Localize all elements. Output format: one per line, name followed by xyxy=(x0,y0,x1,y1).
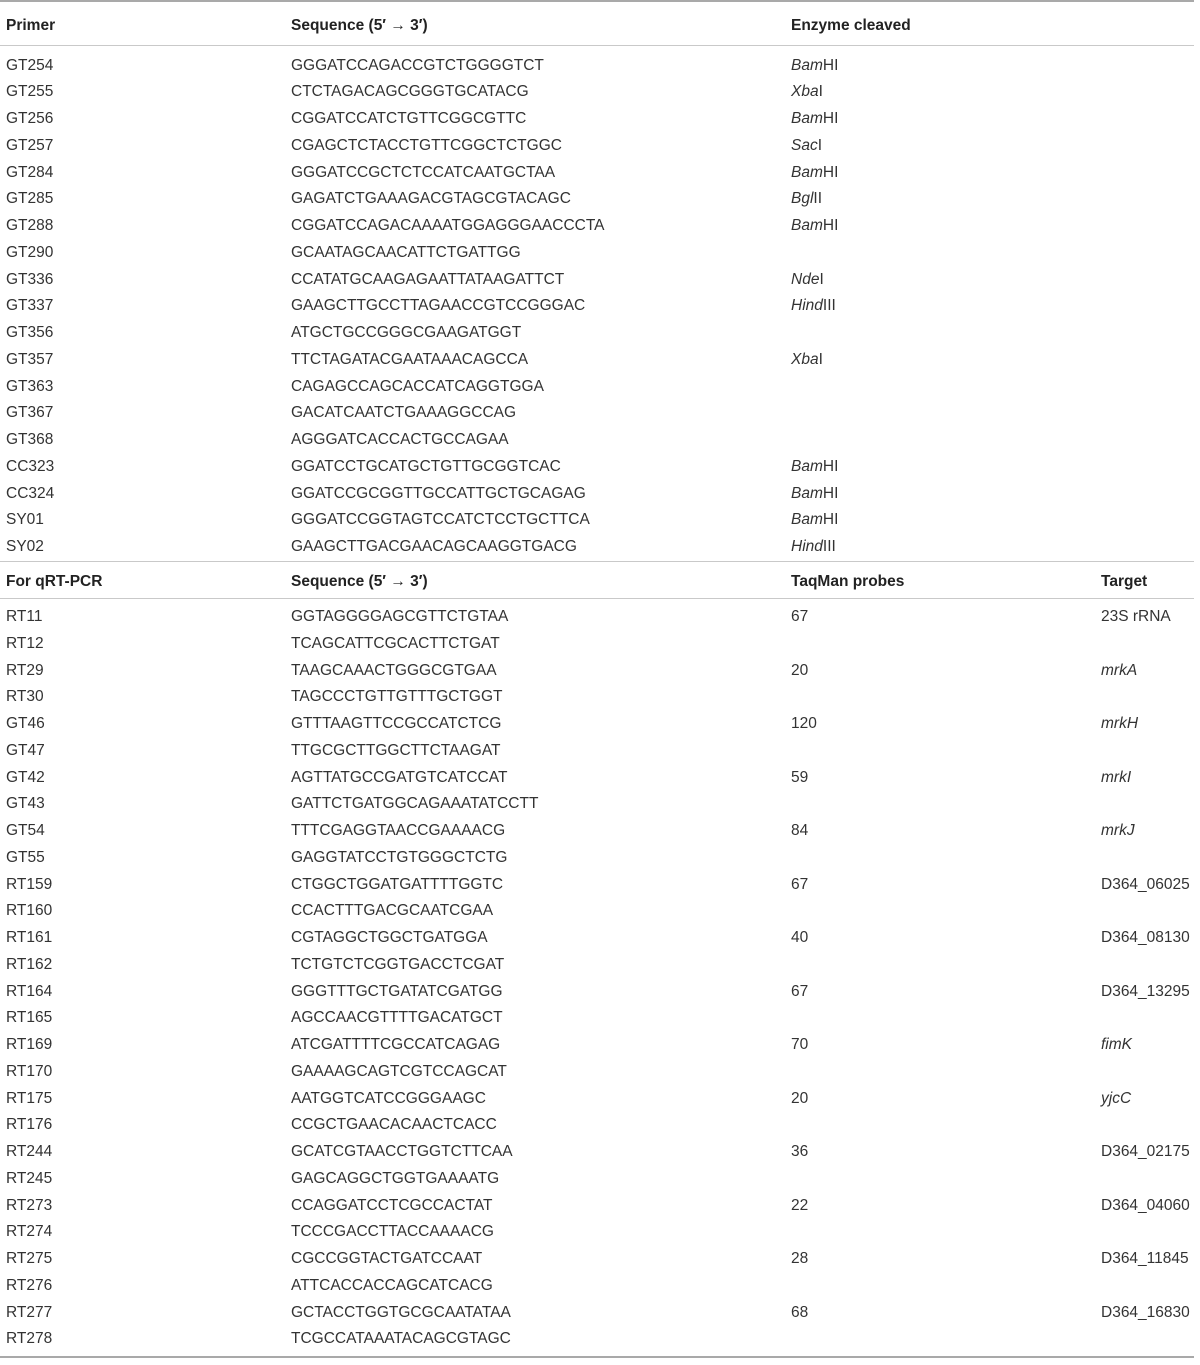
enzyme-cell xyxy=(791,347,823,374)
target-cell: D364_13295 xyxy=(1101,982,1190,1000)
header-sequence: Sequence (5′ → 3′) xyxy=(291,17,428,34)
table-row xyxy=(0,427,1200,454)
table1-header xyxy=(0,0,1200,36)
enzyme-cell xyxy=(791,106,838,133)
enzyme-cell xyxy=(791,213,838,240)
primer-cell: RT175 xyxy=(6,1089,53,1107)
table-row xyxy=(0,898,1200,925)
enzyme-suffix: I xyxy=(817,136,823,154)
primer-cell: GT337 xyxy=(6,297,54,315)
enzyme-suffix: HI xyxy=(822,110,839,127)
primer-cell: GT42 xyxy=(6,768,45,786)
primer-cell: GT367 xyxy=(6,404,54,422)
sequence-cell: CTCTAGACAGCGGGTGCATACG xyxy=(291,83,529,101)
enzyme-suffix: HI xyxy=(822,511,839,529)
table-row xyxy=(0,845,1200,872)
table-row xyxy=(0,53,1200,80)
probe-cell: 22 xyxy=(791,1196,809,1214)
table-row xyxy=(0,186,1200,213)
header-primer: Primer xyxy=(6,17,56,34)
table-row xyxy=(0,765,1200,792)
table-row xyxy=(0,481,1200,508)
table-row xyxy=(0,106,1200,133)
target-cell: D364_16830 xyxy=(1101,1303,1190,1321)
target-cell: D364_08130 xyxy=(1101,929,1190,946)
enzyme-suffix: I xyxy=(818,83,823,101)
target-cell: 23S rRNA xyxy=(1101,608,1171,625)
sequence-cell: GGGATCCGCTCTCCATCAATGCTAA xyxy=(291,163,556,181)
enzyme-suffix: I xyxy=(818,350,823,368)
sequence-cell: GTTTAAGTTCCGCCATCTCG xyxy=(291,715,502,732)
enzyme-italic: Bgl xyxy=(791,190,814,208)
primer-cell: GT43 xyxy=(6,795,45,813)
sequence-cell: TCCCGACCTTACCAAAACG xyxy=(291,1223,494,1241)
sequence-cell: AGCCAACGTTTTGACATGCT xyxy=(291,1009,503,1027)
sequence-cell: TAGCCCTGTTGTTTGCTGGT xyxy=(291,688,503,706)
primer-cell: RT277 xyxy=(6,1303,53,1321)
probe-cell: 68 xyxy=(791,1303,809,1321)
target-cell: mrkH xyxy=(1101,715,1139,732)
table-row xyxy=(0,952,1200,979)
primer-cell: SY01 xyxy=(6,511,44,529)
target-cell: mrkJ xyxy=(1101,822,1135,839)
enzyme-cell xyxy=(791,79,823,106)
sequence-cell: GCTACCTGGTGCGCAATATAA xyxy=(291,1303,511,1321)
primer-cell: GT336 xyxy=(6,270,54,288)
enzyme-suffix: II xyxy=(813,190,823,208)
target-cell: mrkA xyxy=(1101,661,1138,679)
table-row xyxy=(0,1139,1200,1166)
table-row xyxy=(0,454,1200,481)
table-row xyxy=(0,1246,1200,1273)
enzyme-suffix: HI xyxy=(822,217,839,234)
enzyme-italic: Hind xyxy=(791,297,823,315)
enzyme-cell xyxy=(791,293,836,320)
enzyme-italic: Bam xyxy=(791,110,823,127)
sequence-cell: GGATCCGCGGTTGCCATTGCTGCAGAG xyxy=(291,484,586,502)
primer-cell: GT363 xyxy=(6,377,54,395)
probe-cell: 59 xyxy=(791,768,809,786)
table-row xyxy=(0,507,1200,534)
primer-cell: SY02 xyxy=(6,538,44,555)
sequence-cell: CCAGGATCCTCGCCACTAT xyxy=(291,1196,493,1214)
target-cell: mrkI xyxy=(1101,768,1132,786)
enzyme-italic: Bam xyxy=(791,56,823,74)
table-row xyxy=(0,1166,1200,1193)
header-sequence-2: Sequence (5′ → 3′) xyxy=(291,573,428,590)
enzyme-suffix: III xyxy=(822,538,836,555)
sequence-cell: CGGATCCATCTGTTCGGCGTTC xyxy=(291,110,527,127)
table-row xyxy=(0,925,1200,952)
sequence-cell: GACATCAATCTGAAAGGCCAG xyxy=(291,404,517,422)
probe-cell: 20 xyxy=(791,1089,809,1107)
probe-cell: 70 xyxy=(791,1036,809,1053)
probe-cell: 36 xyxy=(791,1143,809,1160)
enzyme-italic: Xba xyxy=(791,83,819,101)
sequence-cell: CAGAGCCAGCACCATCAGGTGGA xyxy=(291,377,544,395)
primer-cell: GT256 xyxy=(6,110,54,127)
enzyme-italic: Bam xyxy=(791,484,823,502)
probe-cell: 67 xyxy=(791,875,809,893)
primer-cell: RT29 xyxy=(6,661,44,679)
enzyme-italic: Bam xyxy=(791,457,823,475)
enzyme-suffix: HI xyxy=(822,484,839,502)
sequence-cell: AATGGTCATCCGGGAAGC xyxy=(291,1089,486,1107)
sequence-cell: GGGTTTGCTGATATCGATGG xyxy=(291,982,503,1000)
sequence-cell: ATGCTGCCGGGCGAAGATGGT xyxy=(291,324,522,341)
primer-cell: RT278 xyxy=(6,1330,53,1348)
table1-header-rule xyxy=(0,45,1194,46)
primer-cell: RT165 xyxy=(6,1009,53,1027)
sequence-cell: GAAAAGCAGTCGTCCAGCAT xyxy=(291,1062,507,1080)
table-row xyxy=(0,658,1200,685)
primer-cell: RT162 xyxy=(6,955,53,973)
primer-cell: RT160 xyxy=(6,902,53,920)
table2-header xyxy=(0,556,1200,592)
sequence-cell: CCATATGCAAGAGAATTATAAGATTCT xyxy=(291,270,565,288)
sequence-cell: CGGATCCAGACAAAATGGAGGGAACCCTA xyxy=(291,217,605,234)
primer-cell: GT257 xyxy=(6,136,54,154)
sequence-cell: GGGATCCGGTAGTCCATCTCCTGCTTCA xyxy=(291,511,590,529)
primer-cell: RT11 xyxy=(6,608,43,625)
table-row xyxy=(0,1193,1200,1220)
primer-cell: RT169 xyxy=(6,1036,53,1053)
table-row xyxy=(0,400,1200,427)
enzyme-cell xyxy=(791,454,838,481)
primer-cell: GT254 xyxy=(6,56,54,74)
table-row xyxy=(0,374,1200,401)
sequence-cell: TCAGCATTCGCACTTCTGAT xyxy=(291,634,500,652)
table-row xyxy=(0,79,1200,106)
table-row xyxy=(0,347,1200,374)
primer-cell: CC324 xyxy=(6,484,55,502)
probe-cell: 20 xyxy=(791,661,809,679)
header-taqman: TaqMan probes xyxy=(791,573,905,590)
enzyme-suffix: HI xyxy=(822,56,839,74)
sequence-cell: TCGCCATAAATACAGCGTAGC xyxy=(291,1330,511,1348)
probe-cell: 40 xyxy=(791,929,809,946)
primer-cell: GT368 xyxy=(6,431,54,448)
primer-cell: GT46 xyxy=(6,715,45,732)
table-row xyxy=(0,1326,1200,1353)
enzyme-italic: Sac xyxy=(791,136,818,154)
enzyme-italic: Nde xyxy=(791,270,820,288)
sequence-cell: TCTGTCTCGGTGACCTCGAT xyxy=(291,955,505,973)
enzyme-italic: Bam xyxy=(791,163,823,181)
sequence-cell: GGGATCCAGACCGTCTGGGGTCT xyxy=(291,56,544,74)
sequence-cell: GAGCAGGCTGGTGAAAATG xyxy=(291,1169,500,1187)
bottom-rule xyxy=(0,1356,1194,1358)
sequence-cell: CGAGCTCTACCTGTTCGGCTCTGGC xyxy=(291,136,562,154)
table-row xyxy=(0,1059,1200,1086)
enzyme-cell xyxy=(791,186,822,213)
sequence-cell: GGTAGGGGAGCGTTCTGTAA xyxy=(291,608,509,625)
table-row xyxy=(0,684,1200,711)
enzyme-italic: Bam xyxy=(791,511,823,529)
table-row xyxy=(0,1219,1200,1246)
sequence-cell: TTTCGAGGTAACCGAAAACG xyxy=(291,822,506,839)
primer-cell: RT176 xyxy=(6,1116,53,1134)
enzyme-cell xyxy=(791,133,822,160)
enzyme-italic: Bam xyxy=(791,217,823,234)
target-cell: D364_02175 xyxy=(1101,1143,1190,1160)
primer-cell: RT164 xyxy=(6,982,53,1000)
table-row xyxy=(0,293,1200,320)
target-cell: fimK xyxy=(1101,1036,1132,1053)
primer-cell: RT245 xyxy=(6,1169,53,1187)
probe-cell: 120 xyxy=(791,715,817,732)
enzyme-suffix: III xyxy=(822,297,836,315)
table-row xyxy=(0,1300,1200,1327)
table-row xyxy=(0,872,1200,899)
sequence-cell: GAGATCTGAAAGACGTAGCGTACAGC xyxy=(291,190,571,208)
probe-cell: 67 xyxy=(791,608,809,625)
primer-cell: GT285 xyxy=(6,190,54,208)
primer-cell: GT290 xyxy=(6,243,54,261)
primer-cell: RT276 xyxy=(6,1276,53,1294)
header-qrtpcr: For qRT-PCR xyxy=(6,573,103,590)
primer-cell: RT273 xyxy=(6,1196,53,1214)
sequence-cell: CTGGCTGGATGATTTTGGTC xyxy=(291,875,504,893)
target-cell: yjcC xyxy=(1101,1089,1132,1107)
table-row xyxy=(0,160,1200,187)
table-row xyxy=(0,711,1200,738)
sequence-cell: GAAGCTTGACGAACAGCAAGGTGACG xyxy=(291,538,577,555)
header-enzyme: Enzyme cleaved xyxy=(791,17,911,34)
primer-cell: RT274 xyxy=(6,1223,53,1241)
primer-cell: GT55 xyxy=(6,848,45,866)
target-cell: D364_06025 xyxy=(1101,875,1190,893)
table-row xyxy=(0,320,1200,347)
enzyme-italic: Xba xyxy=(791,350,819,368)
enzyme-italic: Hind xyxy=(791,538,823,555)
sequence-cell: GATTCTGATGGCAGAAATATCCTT xyxy=(291,795,539,813)
enzyme-cell xyxy=(791,53,838,80)
table-row xyxy=(0,1112,1200,1139)
probe-cell: 84 xyxy=(791,822,809,839)
primer-cell: GT255 xyxy=(6,83,54,101)
sequence-cell: GAAGCTTGCCTTAGAACCGTCCGGGAC xyxy=(291,297,586,315)
enzyme-suffix: HI xyxy=(822,457,839,475)
primer-cell: GT357 xyxy=(6,350,54,368)
primer-cell: RT159 xyxy=(6,875,53,893)
enzyme-cell xyxy=(791,507,838,534)
sequence-cell: ATCGATTTTCGCCATCAGAG xyxy=(291,1036,501,1053)
table-row xyxy=(0,240,1200,267)
table-row xyxy=(0,213,1200,240)
probe-cell: 67 xyxy=(791,982,809,1000)
table-row xyxy=(0,267,1200,294)
table-row xyxy=(0,133,1200,160)
target-cell: D364_04060 xyxy=(1101,1196,1190,1214)
table-row xyxy=(0,631,1200,658)
table-row xyxy=(0,1032,1200,1059)
primer-cell: GT356 xyxy=(6,324,54,341)
target-cell: D364_11845 xyxy=(1101,1250,1189,1267)
enzyme-cell xyxy=(791,267,824,294)
sequence-cell: TAAGCAAACTGGGCGTGAA xyxy=(291,661,497,679)
primer-cell: GT288 xyxy=(6,217,54,234)
sequence-cell: CCACTTTGACGCAATCGAA xyxy=(291,902,494,920)
sequence-cell: CGCCGGTACTGATCCAAT xyxy=(291,1250,483,1267)
enzyme-cell xyxy=(791,481,838,508)
table-row xyxy=(0,738,1200,765)
table2-header-rule xyxy=(0,598,1194,599)
sequence-cell: GAGGTATCCTGTGGGCTCTG xyxy=(291,848,508,866)
table-row xyxy=(0,1273,1200,1300)
enzyme-suffix: I xyxy=(819,270,824,288)
enzyme-cell xyxy=(791,160,838,187)
primer-cell: GT54 xyxy=(6,822,45,839)
header-target: Target xyxy=(1101,573,1148,590)
primer-cell: RT161 xyxy=(6,929,53,946)
primer-cell: RT244 xyxy=(6,1143,53,1160)
primer-cell: RT12 xyxy=(6,634,44,652)
sequence-cell: CCGCTGAACACAACTCACC xyxy=(291,1116,497,1134)
sequence-cell: TTGCGCTTGGCTTCTAAGAT xyxy=(291,741,501,759)
primer-cell: GT47 xyxy=(6,741,45,759)
sequence-cell: GGATCCTGCATGCTGTTGCGGTCAC xyxy=(291,457,561,475)
sequence-cell: GCATCGTAACCTGGTCTTCAA xyxy=(291,1143,513,1160)
primer-cell: RT170 xyxy=(6,1062,53,1080)
sequence-cell: ATTCACCACCAGCATCACG xyxy=(291,1276,493,1294)
primer-cell: CC323 xyxy=(6,457,55,475)
table-row xyxy=(0,604,1200,631)
sequence-cell: AGTTATGCCGATGTCATCCAT xyxy=(291,768,508,786)
probe-cell: 28 xyxy=(791,1250,809,1267)
table-row xyxy=(0,1086,1200,1113)
sequence-cell: CGTAGGCTGGCTGATGGA xyxy=(291,929,488,946)
table-row xyxy=(0,1005,1200,1032)
primer-cell: GT284 xyxy=(6,163,54,181)
sequence-cell: TTCTAGATACGAATAAACAGCCA xyxy=(291,350,529,368)
enzyme-suffix: HI xyxy=(822,163,839,181)
table-row xyxy=(0,818,1200,845)
primer-cell: RT275 xyxy=(6,1250,53,1267)
table-row xyxy=(0,979,1200,1006)
sequence-cell: GCAATAGCAACATTCTGATTGG xyxy=(291,243,521,261)
table-row xyxy=(0,791,1200,818)
primer-cell: RT30 xyxy=(6,688,44,706)
sequence-cell: AGGGATCACCACTGCCAGAA xyxy=(291,431,509,448)
